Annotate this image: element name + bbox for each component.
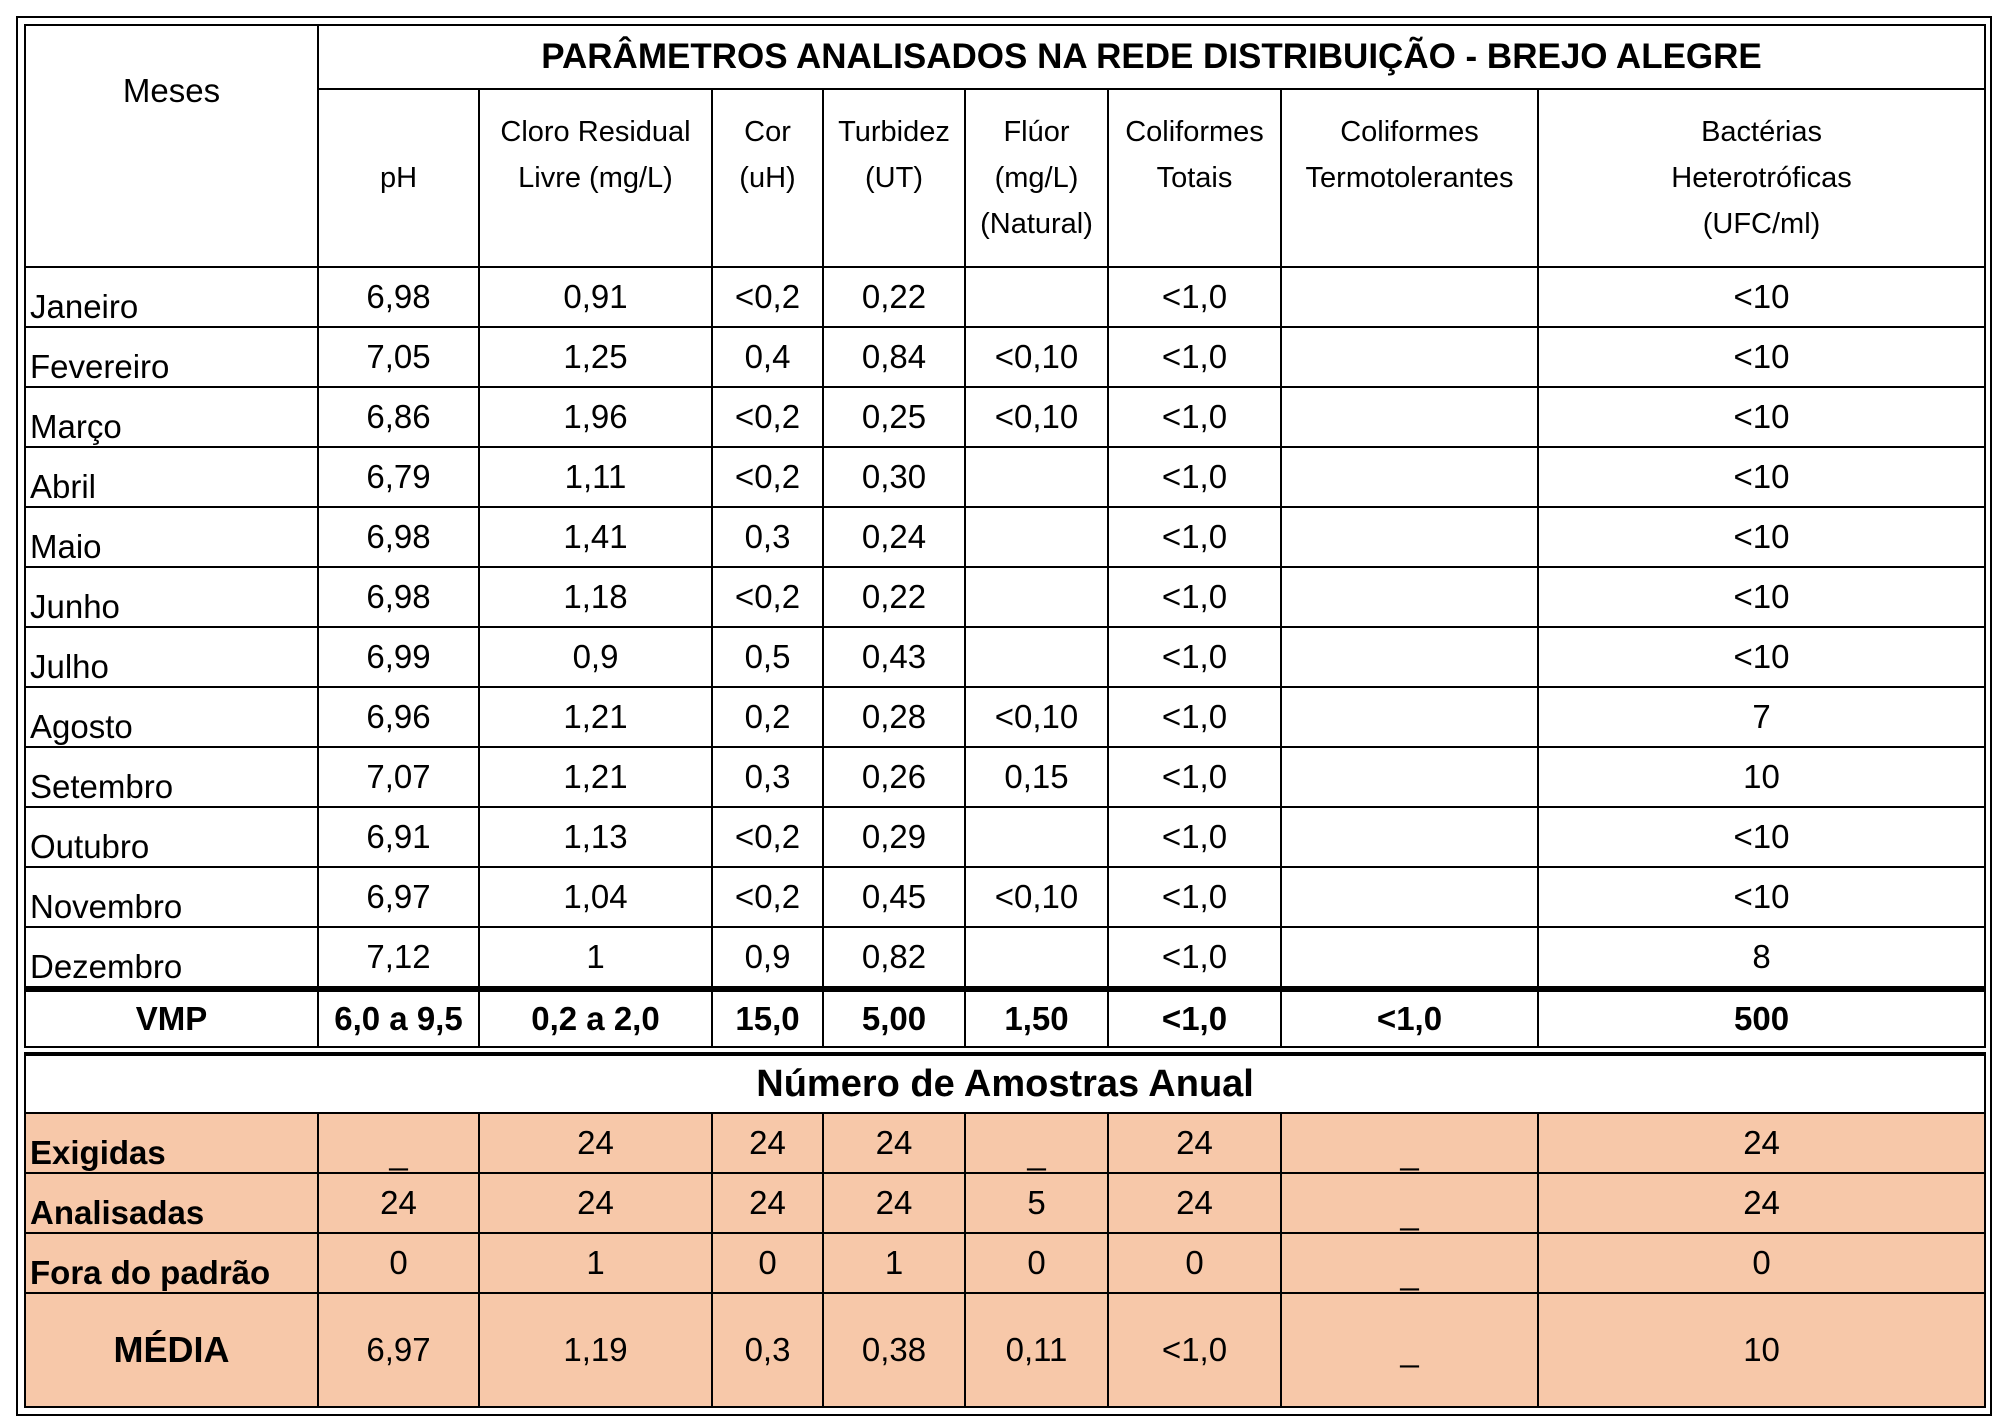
table-cell: 7	[1538, 687, 1985, 747]
table-cell: 1,21	[479, 747, 712, 807]
table-cell: 6,99	[318, 627, 479, 687]
table-cell: 0,29	[823, 807, 965, 867]
table-cell	[1281, 687, 1538, 747]
samples-cell: 24	[823, 1173, 965, 1233]
table-cell: 0,28	[823, 687, 965, 747]
table-row	[25, 267, 1985, 327]
table-cell: <1,0	[1108, 927, 1281, 989]
samples-cell: 0	[318, 1233, 479, 1293]
table-cell: 8	[1538, 927, 1985, 989]
column-header-line	[824, 201, 964, 247]
month-label: Maio	[25, 507, 318, 567]
column-header-line: Turbidez	[838, 116, 950, 148]
table-cell: 1	[479, 927, 712, 989]
month-label: Outubro	[25, 807, 318, 867]
column-header-line: (UT)	[865, 162, 923, 194]
samples-row-label: Analisadas	[25, 1173, 318, 1233]
month-label: Novembro	[25, 867, 318, 927]
table-cell: <1,0	[1108, 867, 1281, 927]
table-cell: <10	[1538, 567, 1985, 627]
month-label: Julho	[25, 627, 318, 687]
table-cell: <0,2	[712, 807, 823, 867]
table-row	[25, 687, 1985, 747]
media-row	[25, 1293, 1985, 1407]
table-cell: <0,2	[712, 867, 823, 927]
column-header-line: Termotolerantes	[1305, 162, 1514, 194]
media-cell: _	[1281, 1293, 1538, 1407]
table-cell: <0,2	[712, 387, 823, 447]
column-header	[823, 89, 965, 267]
column-header	[479, 89, 712, 267]
table-cell: <0,10	[965, 387, 1108, 447]
samples-cell: 24	[1108, 1173, 1281, 1233]
samples-cell: 0	[1108, 1233, 1281, 1293]
table-cell: 6,96	[318, 687, 479, 747]
samples-cell: 0	[965, 1233, 1108, 1293]
table-cell: 1,11	[479, 447, 712, 507]
table-row	[25, 567, 1985, 627]
table-cell	[1281, 747, 1538, 807]
table-cell: 0,24	[823, 507, 965, 567]
table-cell	[965, 927, 1108, 989]
media-cell: 10	[1538, 1293, 1985, 1407]
column-header-line: Totais	[1156, 162, 1233, 194]
vmp-cell: 0,2 a 2,0	[479, 989, 712, 1047]
table-cell	[1281, 507, 1538, 567]
samples-row	[25, 1233, 1985, 1293]
vmp-cell: 1,50	[965, 989, 1108, 1047]
table-cell: <10	[1538, 627, 1985, 687]
vmp-row	[25, 989, 1985, 1047]
column-header-line	[713, 201, 822, 247]
table-cell: <10	[1538, 447, 1985, 507]
month-label: Abril	[25, 447, 318, 507]
column-header-line: Cloro Residual	[500, 116, 691, 148]
table-cell: 0,2	[712, 687, 823, 747]
table-row	[25, 507, 1985, 567]
table-row	[25, 747, 1985, 807]
samples-cell: 0	[1538, 1233, 1985, 1293]
column-header-line: (UFC/ml)	[1702, 208, 1821, 240]
table-cell	[965, 627, 1108, 687]
month-label: Agosto	[25, 687, 318, 747]
table-cell: 6,79	[318, 447, 479, 507]
table-cell: <1,0	[1108, 507, 1281, 567]
table-cell	[1281, 267, 1538, 327]
column-header-line: Coliformes	[1340, 116, 1479, 148]
table-cell: <1,0	[1108, 387, 1281, 447]
samples-cell: _	[1281, 1233, 1538, 1293]
month-label: Dezembro	[25, 927, 318, 989]
column-header-line: (uH)	[739, 162, 796, 194]
table-cell: <1,0	[1108, 807, 1281, 867]
table-title: PARÂMETROS ANALISADOS NA REDE DISTRIBUIÇÃO - BREJO ALEGRE	[318, 25, 1985, 89]
table-cell: <0,2	[712, 447, 823, 507]
column-header-line: Coliformes	[1125, 116, 1264, 148]
table-cell	[1281, 567, 1538, 627]
samples-row	[25, 1113, 1985, 1173]
samples-title: Número de Amostras Anual	[25, 1054, 1985, 1113]
column-header-row	[25, 89, 1985, 267]
table-cell: <1,0	[1108, 327, 1281, 387]
table-cell: 0,5	[712, 627, 823, 687]
samples-row	[25, 1173, 1985, 1233]
table-cell: 0,82	[823, 927, 965, 989]
table-cell	[1281, 927, 1538, 989]
samples-cell: 24	[479, 1113, 712, 1173]
column-header	[318, 89, 479, 267]
table-cell: <0,2	[712, 267, 823, 327]
column-header-line: Flúor	[1003, 116, 1070, 148]
vmp-cell: 500	[1538, 989, 1985, 1047]
samples-cell: 0	[712, 1233, 823, 1293]
table-cell	[1281, 627, 1538, 687]
samples-cell: 1	[823, 1233, 965, 1293]
table-cell: 0,9	[712, 927, 823, 989]
monthly-rows	[25, 267, 1985, 989]
month-label: Junho	[25, 567, 318, 627]
media-cell: <1,0	[1108, 1293, 1281, 1407]
table-cell: <10	[1538, 327, 1985, 387]
column-header-line: Bactérias	[1701, 116, 1822, 148]
table-cell: 0,3	[712, 747, 823, 807]
table-cell: <10	[1538, 507, 1985, 567]
table-cell	[1281, 447, 1538, 507]
month-label: Março	[25, 387, 318, 447]
samples-table	[24, 1052, 1986, 1408]
column-header-line: (mg/L)	[994, 162, 1079, 194]
samples-cell: 5	[965, 1173, 1108, 1233]
table-cell: <10	[1538, 267, 1985, 327]
table-row	[25, 327, 1985, 387]
column-header	[1281, 89, 1538, 267]
table-cell: <1,0	[1108, 747, 1281, 807]
column-header-line	[1282, 201, 1537, 247]
table-row	[25, 807, 1985, 867]
table-cell: 0,84	[823, 327, 965, 387]
media-label: MÉDIA	[25, 1293, 318, 1407]
samples-cell: 24	[823, 1113, 965, 1173]
column-header-line	[1109, 201, 1280, 247]
column-header-line: Heterotróficas	[1671, 162, 1852, 194]
table-cell	[1281, 867, 1538, 927]
column-header-line	[480, 201, 711, 247]
table-cell: <10	[1538, 387, 1985, 447]
table-cell	[965, 807, 1108, 867]
table-cell: <1,0	[1108, 687, 1281, 747]
table-row	[25, 627, 1985, 687]
samples-cell: _	[1281, 1113, 1538, 1173]
table-row	[25, 387, 1985, 447]
table-cell: <10	[1538, 867, 1985, 927]
table-row	[25, 447, 1985, 507]
table-cell: 7,12	[318, 927, 479, 989]
table-cell: 10	[1538, 747, 1985, 807]
table-cell: 0,26	[823, 747, 965, 807]
table-cell: <0,10	[965, 687, 1108, 747]
media-cell: 0,3	[712, 1293, 823, 1407]
table-cell: <1,0	[1108, 447, 1281, 507]
table-cell: 0,45	[823, 867, 965, 927]
table-cell: 0,43	[823, 627, 965, 687]
table-cell: 0,25	[823, 387, 965, 447]
table-cell: 6,86	[318, 387, 479, 447]
table-cell: <0,10	[965, 327, 1108, 387]
table-cell: 0,4	[712, 327, 823, 387]
vmp-cell: 15,0	[712, 989, 823, 1047]
column-header-line: (Natural)	[980, 208, 1093, 240]
table-cell: 0,91	[479, 267, 712, 327]
table-cell: <1,0	[1108, 567, 1281, 627]
table-cell: 1,21	[479, 687, 712, 747]
column-header-line	[319, 109, 478, 155]
table-cell: <10	[1538, 807, 1985, 867]
table-cell: 1,18	[479, 567, 712, 627]
table-cell: <0,10	[965, 867, 1108, 927]
table-cell	[965, 507, 1108, 567]
table-cell	[1281, 387, 1538, 447]
vmp-cell: 6,0 a 9,5	[318, 989, 479, 1047]
table-cell: 0,30	[823, 447, 965, 507]
table-cell: <0,2	[712, 567, 823, 627]
table-cell: 0,9	[479, 627, 712, 687]
table-cell: <1,0	[1108, 627, 1281, 687]
column-header	[1538, 89, 1985, 267]
table-cell: 0,22	[823, 567, 965, 627]
table-cell	[1281, 807, 1538, 867]
media-cell: 6,97	[318, 1293, 479, 1407]
column-header	[965, 89, 1108, 267]
table-cell: 0,15	[965, 747, 1108, 807]
column-header-line: Cor	[744, 116, 791, 148]
samples-row-label: Exigidas	[25, 1113, 318, 1173]
samples-cell: _	[1281, 1173, 1538, 1233]
samples-cell: 1	[479, 1233, 712, 1293]
samples-cell: 24	[712, 1173, 823, 1233]
samples-cell: 24	[479, 1173, 712, 1233]
samples-cell: 24	[1538, 1173, 1985, 1233]
table-cell	[965, 267, 1108, 327]
column-header-line: Livre (mg/L)	[518, 162, 673, 194]
media-cell: 0,38	[823, 1293, 965, 1407]
samples-cell: 24	[318, 1173, 479, 1233]
table-cell: <1,0	[1108, 267, 1281, 327]
table-cell: 1,41	[479, 507, 712, 567]
table-cell: 7,05	[318, 327, 479, 387]
vmp-cell: <1,0	[1108, 989, 1281, 1047]
table-cell: 6,98	[318, 267, 479, 327]
table-cell: 6,91	[318, 807, 479, 867]
media-cell: 1,19	[479, 1293, 712, 1407]
samples-row-label: Fora do padrão	[25, 1233, 318, 1293]
column-header-line	[319, 201, 478, 247]
column-header	[712, 89, 823, 267]
table-cell: 1,25	[479, 327, 712, 387]
table-cell: 6,98	[318, 567, 479, 627]
parameters-table	[24, 24, 1986, 1048]
month-label: Janeiro	[25, 267, 318, 327]
table-cell	[1281, 327, 1538, 387]
table-cell: 1,04	[479, 867, 712, 927]
samples-rows	[25, 1113, 1985, 1407]
table-cell	[965, 567, 1108, 627]
column-header	[1108, 89, 1281, 267]
table-cell: 0,3	[712, 507, 823, 567]
month-label: Fevereiro	[25, 327, 318, 387]
table-cell: 1,13	[479, 807, 712, 867]
table-row	[25, 927, 1985, 989]
vmp-cell: 5,00	[823, 989, 965, 1047]
samples-cell: 24	[712, 1113, 823, 1173]
media-cell: 0,11	[965, 1293, 1108, 1407]
samples-cell: 24	[1108, 1113, 1281, 1173]
month-label: Setembro	[25, 747, 318, 807]
table-cell: 6,97	[318, 867, 479, 927]
table-cell: 0,22	[823, 267, 965, 327]
vmp-cell: <1,0	[1281, 989, 1538, 1047]
table-row	[25, 867, 1985, 927]
samples-cell: _	[965, 1113, 1108, 1173]
table-cell: 7,07	[318, 747, 479, 807]
table-cell: 1,96	[479, 387, 712, 447]
column-header-line: pH	[379, 162, 418, 194]
samples-cell: 24	[1538, 1113, 1985, 1173]
table-cell: 6,98	[318, 507, 479, 567]
vmp-label: VMP	[25, 989, 318, 1047]
table-cell	[965, 447, 1108, 507]
months-header: Meses	[25, 25, 318, 267]
samples-cell: _	[318, 1113, 479, 1173]
